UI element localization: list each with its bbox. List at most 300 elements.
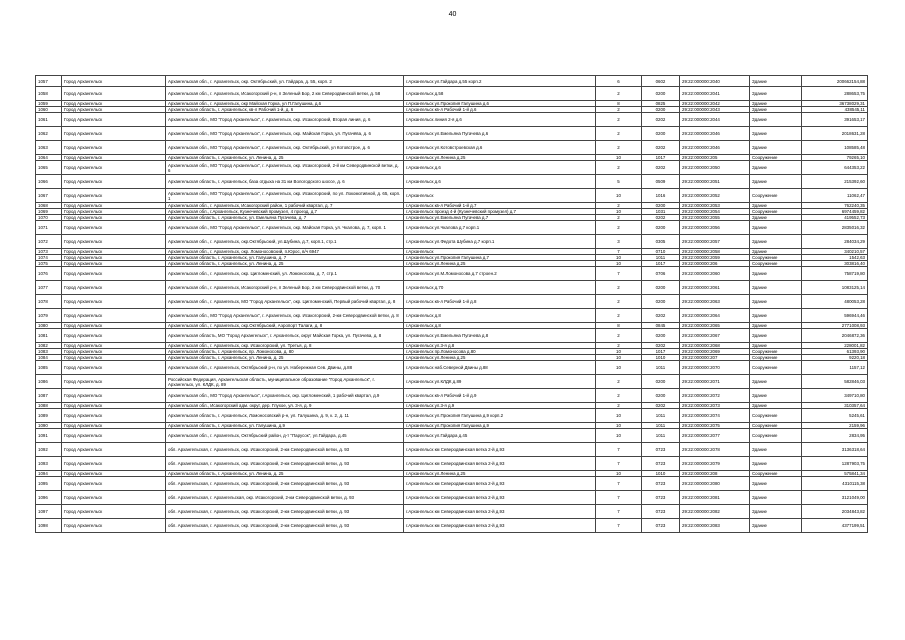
short-address-cell: г.Архангельск км Северодвинская ветка 2-й д.93 bbox=[404, 477, 596, 491]
municipality-cell: Город Архангельск bbox=[62, 161, 166, 175]
type-code-cell: 0710 bbox=[642, 249, 680, 255]
cadastral-number-cell: 29:22:000000:2060 bbox=[680, 267, 750, 281]
municipality-cell: Город Архангельск bbox=[62, 235, 166, 249]
object-type-cell: Сооружение bbox=[750, 409, 802, 423]
table-row bbox=[36, 491, 868, 505]
type-code-cell: 0202 bbox=[642, 309, 680, 323]
cadastral-value-cell: 2835016,32 bbox=[802, 221, 868, 235]
object-type-cell: Сооружение bbox=[750, 255, 802, 261]
short-address-cell: г.Архангельск наб.Северной Двины д.88 bbox=[404, 361, 596, 375]
municipality-cell: Город Архангельск bbox=[62, 155, 166, 161]
table-row bbox=[36, 389, 868, 403]
type-code-cell: 1011 bbox=[642, 423, 680, 429]
floors-cell: 10 bbox=[596, 361, 642, 375]
full-address-cell: обл. Архангельская, г. Архангельск, окр. Исакогорский, 2-км Северодвинской ветки, д. 93 bbox=[166, 505, 404, 519]
cadastral-value-cell: 2018631,28 bbox=[802, 127, 868, 141]
type-code-cell: 1010 bbox=[642, 471, 680, 477]
type-code-cell: 1017 bbox=[642, 261, 680, 267]
floors-cell: 3 bbox=[596, 235, 642, 249]
table-row bbox=[36, 409, 868, 423]
row-number-cell: 1076 bbox=[36, 267, 62, 281]
table-row bbox=[36, 443, 868, 457]
floors-cell: 7 bbox=[596, 249, 642, 255]
cadastral-value-cell: 2159,96 bbox=[802, 423, 868, 429]
municipality-cell: Город Архангельск bbox=[62, 249, 166, 255]
floors-cell: 10 bbox=[596, 189, 642, 203]
cadastral-value-cell: 1287903,75 bbox=[802, 457, 868, 471]
floors-cell: 10 bbox=[596, 155, 642, 161]
floors-cell: 7 bbox=[596, 505, 642, 519]
row-number-cell: 1065 bbox=[36, 161, 62, 175]
cadastral-value-cell: 438545,11 bbox=[802, 107, 868, 113]
cadastral-value-cell: 200662154,88 bbox=[802, 76, 868, 87]
object-type-cell: Здание bbox=[750, 87, 802, 101]
cadastral-number-cell: 29:22:000000:2041 bbox=[680, 87, 750, 101]
cadastral-value-cell: 1083125,14 bbox=[802, 281, 868, 295]
short-address-cell: г.Архангельск д.6 bbox=[404, 175, 596, 189]
object-type-cell: Здание bbox=[750, 477, 802, 491]
cadastral-number-cell: 29:22:000000:2075 bbox=[680, 423, 750, 429]
table-row bbox=[36, 295, 868, 309]
property-registry-table bbox=[35, 75, 868, 533]
object-type-cell: Здание bbox=[750, 343, 802, 349]
full-address-cell: обл. Архангельская, г. Архангельск, окр. Исакогорский, 2-км Северодвинской ветки, д. 93 bbox=[166, 477, 404, 491]
short-address-cell: г.Архангельск ул.Ленина д.25 bbox=[404, 155, 596, 161]
full-address-cell: Архангельская обл., г. Архангельск, Октябрьский р-н, по ул. Набережная Сев. Двины, д.88 bbox=[166, 361, 404, 375]
row-number-cell: 1088 bbox=[36, 403, 62, 409]
cadastral-number-cell: 29:22:000000:2070 bbox=[680, 361, 750, 375]
full-address-cell: Архангельская обл., г. Архангельск, Исакогорский р-н, п Зеленый Бор, 2 км Северодвинской ветки, д. 58 bbox=[166, 87, 404, 101]
cadastral-number-cell: 29:22:000000:2046 bbox=[680, 127, 750, 141]
cadastral-number-cell: 29:22:000000:2042 bbox=[680, 101, 750, 107]
cadastral-value-cell: 391653,17 bbox=[802, 113, 868, 127]
floors-cell: 10 bbox=[596, 355, 642, 361]
row-number-cell: 1085 bbox=[36, 361, 62, 375]
object-type-cell: Здание bbox=[750, 161, 802, 175]
row-number-cell: 1094 bbox=[36, 471, 62, 477]
cadastral-number-cell: 29:22:000000:2063 bbox=[680, 295, 750, 309]
floors-cell: 10 bbox=[596, 409, 642, 423]
municipality-cell: Город Архангельск bbox=[62, 375, 166, 389]
municipality-cell: Город Архангельск bbox=[62, 221, 166, 235]
table-row bbox=[36, 189, 868, 203]
cadastral-number-cell: 29:22:000000:2057 bbox=[680, 235, 750, 249]
cadastral-value-cell: 4377199,51 bbox=[802, 519, 868, 533]
short-address-cell: г.Архангельск км Северодвинская ветка 2-й д.93 bbox=[404, 491, 596, 505]
short-address-cell: г.Архангельск ул.Котовстроевская д.6 bbox=[404, 141, 596, 155]
cadastral-value-cell: 36738029,31 bbox=[802, 101, 868, 107]
cadastral-number-cell: 29:22:000000:2068 bbox=[680, 343, 750, 349]
short-address-cell: г.Архангельск кв-л Рабочий 1-й д.7 bbox=[404, 203, 596, 209]
row-number-cell: 1091 bbox=[36, 429, 62, 443]
cadastral-value-cell: 480053,28 bbox=[802, 295, 868, 309]
full-address-cell: Архангельская область, г. Архангельск, ул. Ленина, д. 25 bbox=[166, 471, 404, 477]
full-address-cell: Архангельская обл., МО "Город Архангельск", г. Архангельск, окр. Исакогорский, 2-км Северодвинской ветки, д. 8 bbox=[166, 309, 404, 323]
short-address-cell: г.Архангельск кв-л Рабочий 1-й д.6 bbox=[404, 107, 596, 113]
floors-cell: 2 bbox=[596, 87, 642, 101]
municipality-cell: Город Архангельск bbox=[62, 361, 166, 375]
short-address-cell: г.Архангельск ул.Прокопия Галушина д.6 bbox=[404, 101, 596, 107]
cadastral-value-cell: 288653,75 bbox=[802, 87, 868, 101]
cadastral-value-cell: 6974459,82 bbox=[802, 209, 868, 215]
floors-cell: 2 bbox=[596, 141, 642, 155]
short-address-cell: г.Архангельск д.8 bbox=[404, 323, 596, 329]
type-code-cell: 0202 bbox=[642, 161, 680, 175]
cadastral-value-cell: 108585,48 bbox=[802, 141, 868, 155]
table-row bbox=[36, 87, 868, 101]
municipality-cell: Город Архангельск bbox=[62, 295, 166, 309]
short-address-cell: г.Архангельск ул.М.Ломоносова д.7 строен.2 bbox=[404, 267, 596, 281]
cadastral-number-cell: 29:22:000000:2082 bbox=[680, 505, 750, 519]
object-type-cell: Здание bbox=[750, 221, 802, 235]
cadastral-value-cell: 575841,34 bbox=[802, 471, 868, 477]
table-row bbox=[36, 457, 868, 471]
cadastral-number-cell: 29:22:000000:2046 bbox=[680, 141, 750, 155]
table-row bbox=[36, 221, 868, 235]
floors-cell: 2 bbox=[596, 215, 642, 221]
full-address-cell: Архангельская обл., МО "Город Архангельск", г. Архангельск, окр. Исакогорский, 2-й км Северодвинской ветки, д. 6 bbox=[166, 161, 404, 175]
row-number-cell: 1097 bbox=[36, 505, 62, 519]
municipality-cell: Город Архангельск bbox=[62, 267, 166, 281]
floors-cell: 2 bbox=[596, 309, 642, 323]
cadastral-value-cell: 215392,60 bbox=[802, 175, 868, 189]
object-type-cell: Здание bbox=[750, 329, 802, 343]
full-address-cell: Архангельская обл., МО "Город Архангельск", г. Архангельск, окр. Майская Горка, ул. Чкалова, д. 7, корп. 1 bbox=[166, 221, 404, 235]
type-code-cell: 0723 bbox=[642, 457, 680, 471]
short-address-cell: г.Архангельск д.8 bbox=[404, 309, 596, 323]
row-number-cell: 1082 bbox=[36, 343, 62, 349]
cadastral-number-cell: 29:22:000000:206 bbox=[680, 261, 750, 267]
cadastral-number-cell: 29:22:000000:2083 bbox=[680, 519, 750, 533]
table-row bbox=[36, 175, 868, 189]
municipality-cell: Город Архангельск bbox=[62, 189, 166, 203]
cadastral-number-cell: 29:22:000000:205 bbox=[680, 155, 750, 161]
floors-cell: 7 bbox=[596, 491, 642, 505]
row-number-cell: 1087 bbox=[36, 389, 62, 403]
short-address-cell: г.Архангельск д.58 bbox=[404, 87, 596, 101]
municipality-cell: Город Архангельск bbox=[62, 477, 166, 491]
cadastral-number-cell: 29:22:000000:207 bbox=[680, 355, 750, 361]
cadastral-number-cell: 29:22:000000:2044 bbox=[680, 113, 750, 127]
type-code-cell: 1017 bbox=[642, 155, 680, 161]
full-address-cell: Архангельская обл., г. Архангельск, окр. Цигломенский, ул. Ломоносова, д. 7, стр.1 bbox=[166, 267, 404, 281]
type-code-cell: 0200 bbox=[642, 389, 680, 403]
cadastral-value-cell: 5245,61 bbox=[802, 409, 868, 423]
object-type-cell: Здание bbox=[750, 101, 802, 107]
table-row bbox=[36, 161, 868, 175]
row-number-cell: 1084 bbox=[36, 355, 62, 361]
cadastral-number-cell: 29:22:000000:2054 bbox=[680, 209, 750, 215]
municipality-cell: Город Архангельск bbox=[62, 471, 166, 477]
municipality-cell: Город Архангельск bbox=[62, 215, 166, 221]
row-number-cell: 1071 bbox=[36, 221, 62, 235]
short-address-cell: г.Архангельск ул.3-я д.9 bbox=[404, 403, 596, 409]
row-number-cell: 1075 bbox=[36, 261, 62, 267]
table-row bbox=[36, 127, 868, 141]
short-address-cell: г.Архангельск ул.Ленина д.25 bbox=[404, 261, 596, 267]
cadastral-number-cell: 29:22:000000:2043 bbox=[680, 107, 750, 113]
type-code-cell: 1011 bbox=[642, 255, 680, 261]
cadastral-number-cell: 29:22:000000:2059 bbox=[680, 255, 750, 261]
table-row bbox=[36, 505, 868, 519]
type-code-cell: 0706 bbox=[642, 267, 680, 281]
municipality-cell: Город Архангельск bbox=[62, 423, 166, 429]
object-type-cell: Сооружение bbox=[750, 261, 802, 267]
object-type-cell: Здание bbox=[750, 127, 802, 141]
short-address-cell: г.Архангельск пр.Ломоносова д.80 bbox=[404, 349, 596, 355]
floors-cell: 10 bbox=[596, 423, 642, 429]
row-number-cell: 1072 bbox=[36, 235, 62, 249]
floors-cell: 2 bbox=[596, 343, 642, 349]
municipality-cell: Город Архангельск bbox=[62, 107, 166, 113]
type-code-cell: 0723 bbox=[642, 443, 680, 457]
row-number-cell: 1074 bbox=[36, 255, 62, 261]
floors-cell: 2 bbox=[596, 375, 642, 389]
table-row bbox=[36, 519, 868, 533]
cadastral-value-cell: 11062,47 bbox=[802, 189, 868, 203]
cadastral-value-cell: 303816,40 bbox=[802, 261, 868, 267]
type-code-cell: 1010 bbox=[642, 355, 680, 361]
page-number: 40 bbox=[448, 11, 457, 18]
cadastral-value-cell: 310357,64 bbox=[802, 403, 868, 409]
short-address-cell: г.Архангельск д.6 bbox=[404, 161, 596, 175]
municipality-cell: Город Архангельск bbox=[62, 443, 166, 457]
cadastral-value-cell: 4310115,38 bbox=[802, 477, 868, 491]
cadastral-number-cell: 29:22:000000:2079 bbox=[680, 457, 750, 471]
cadastral-value-cell: 419552,73 bbox=[802, 215, 868, 221]
row-number-cell: 1083 bbox=[36, 349, 62, 355]
municipality-cell: Город Архангельск bbox=[62, 505, 166, 519]
object-type-cell: Здание bbox=[750, 309, 802, 323]
floors-cell: 2 bbox=[596, 127, 642, 141]
short-address-cell: г.Архангельск ул.Гайдара д.45 bbox=[404, 429, 596, 443]
row-number-cell: 1081 bbox=[36, 329, 62, 343]
municipality-cell: Город Архангельск bbox=[62, 141, 166, 155]
object-type-cell: Здание bbox=[750, 389, 802, 403]
floors-cell: 10 bbox=[596, 261, 642, 267]
full-address-cell: Архангельская обл., г. Архангельск, Исакогорский район, 1 рабочий квартал, д. 7 bbox=[166, 203, 404, 209]
cadastral-value-cell: 644353,22 bbox=[802, 161, 868, 175]
municipality-cell: Город Архангельск bbox=[62, 457, 166, 471]
short-address-cell: г.Архангельск км Северодвинская ветка 2-й д.93 bbox=[404, 519, 596, 533]
row-number-cell: 1062 bbox=[36, 127, 62, 141]
full-address-cell: Архангельская обл., МО "Город Архангельск", г.Архангельск, окр. Цигломенский, 1 рабочий квартал, д.9 bbox=[166, 389, 404, 403]
short-address-cell: г.Архангельск ул.Емельяна Пугачева д.8 bbox=[404, 329, 596, 343]
object-type-cell: Здание bbox=[750, 457, 802, 471]
object-type-cell: Здание bbox=[750, 215, 802, 221]
short-address-cell: г.Архангельск кв-л Рабочий 1-й д.8 bbox=[404, 295, 596, 309]
municipality-cell: Город Архангельск bbox=[62, 429, 166, 443]
cadastral-number-cell: 29:22:000000:208 bbox=[680, 471, 750, 477]
full-address-cell: Архангельская обл., г. Архангельск, окр. Октябрьский, ул. Гайдара, д. 55, корп. 2 bbox=[166, 76, 404, 87]
object-type-cell: Сооружение bbox=[750, 429, 802, 443]
floors-cell: 6 bbox=[596, 76, 642, 87]
object-type-cell: Здание bbox=[750, 505, 802, 519]
short-address-cell: г.Архангельск проезд 4-й (Кузнечевский промузел) д.7 bbox=[404, 209, 596, 215]
object-type-cell: Сооружение bbox=[750, 471, 802, 477]
short-address-cell: г.Архангельск ул.Прокопия Галушина д.9 корп.2 bbox=[404, 409, 596, 423]
municipality-cell: Город Архангельск bbox=[62, 519, 166, 533]
object-type-cell: Здание bbox=[750, 249, 802, 255]
cadastral-number-cell: 29:22:000000:2053 bbox=[680, 203, 750, 209]
cadastral-value-cell: 596944,46 bbox=[802, 309, 868, 323]
floors-cell: 7 bbox=[596, 477, 642, 491]
type-code-cell: 0723 bbox=[642, 519, 680, 533]
floors-cell: 10 bbox=[596, 349, 642, 355]
floors-cell: 10 bbox=[596, 209, 642, 215]
floors-cell: 2 bbox=[596, 221, 642, 235]
municipality-cell: Город Архангельск bbox=[62, 329, 166, 343]
cadastral-number-cell: 29:22:000000:2073 bbox=[680, 403, 750, 409]
floors-cell: 2 bbox=[596, 389, 642, 403]
row-number-cell: 1086 bbox=[36, 375, 62, 389]
cadastral-value-cell: 2771008,93 bbox=[802, 323, 868, 329]
municipality-cell: Город Архангельск bbox=[62, 309, 166, 323]
floors-cell: 7 bbox=[596, 519, 642, 533]
short-address-cell: г.Архангельск ул.Прокопия Галушина д.7 bbox=[404, 255, 596, 261]
object-type-cell: Здание bbox=[750, 235, 802, 249]
floors-cell: 2 bbox=[596, 107, 642, 113]
cadastral-value-cell: 9220,18 bbox=[802, 355, 868, 361]
object-type-cell: Сооружение bbox=[750, 189, 802, 203]
type-code-cell: 0200 bbox=[642, 203, 680, 209]
short-address-cell: г.Архангельск ул.3-я д.8 bbox=[404, 343, 596, 349]
type-code-cell: 1011 bbox=[642, 429, 680, 443]
full-address-cell: Российская Федерация, Архангельская область, муниципальное образование "Город Архангельск", г. Архангельск, ул. КЛДК, д. 89 bbox=[166, 375, 404, 389]
municipality-cell: Город Архангельск bbox=[62, 87, 166, 101]
type-code-cell: 0723 bbox=[642, 477, 680, 491]
object-type-cell: Здание bbox=[750, 323, 802, 329]
full-address-cell: Архангельская область, г. Архангельск, ул. Ленина, д. 25 bbox=[166, 155, 404, 161]
object-type-cell: Здание bbox=[750, 295, 802, 309]
object-type-cell: Здание bbox=[750, 519, 802, 533]
row-number-cell: 1073 bbox=[36, 249, 62, 255]
full-address-cell: Архангельская область, г. Архангельск, кв-л Рабочий 1-й, д. 6 bbox=[166, 107, 404, 113]
floors-cell: 10 bbox=[596, 471, 642, 477]
municipality-cell: Город Архангельск bbox=[62, 343, 166, 349]
municipality-cell: Город Архангельск bbox=[62, 491, 166, 505]
short-address-cell: г.Архангельск км Северодвинская ветка 2-й д.93 bbox=[404, 443, 596, 457]
cadastral-value-cell: 2046872,36 bbox=[802, 329, 868, 343]
type-code-cell: 1017 bbox=[642, 349, 680, 355]
object-type-cell: Сооружение bbox=[750, 349, 802, 355]
floors-cell: 7 bbox=[596, 267, 642, 281]
type-code-cell: 1016 bbox=[642, 189, 680, 203]
municipality-cell: Город Архангельск bbox=[62, 255, 166, 261]
row-number-cell: 1066 bbox=[36, 175, 62, 189]
object-type-cell: Здание bbox=[750, 491, 802, 505]
municipality-cell: Город Архангельск bbox=[62, 409, 166, 423]
object-type-cell: Здание bbox=[750, 113, 802, 127]
object-type-cell: Сооружение bbox=[750, 423, 802, 429]
type-code-cell: 0200 bbox=[642, 329, 680, 343]
full-address-cell: Архангельская обл., МО "Город Архангельск", г. Архангельск, окр. Майская Горка, ул. Пугачёва, д. 6 bbox=[166, 127, 404, 141]
cadastral-value-cell: 79265,10 bbox=[802, 155, 868, 161]
object-type-cell: Здание bbox=[750, 281, 802, 295]
row-number-cell: 1096 bbox=[36, 491, 62, 505]
full-address-cell: Архангельская область, г. Архангельск, ул. Галушина, д. 7 bbox=[166, 255, 404, 261]
cadastral-number-cell: 29:22:000000:2050 bbox=[680, 161, 750, 175]
municipality-cell: Город Архангельск bbox=[62, 113, 166, 127]
row-number-cell: 1089 bbox=[36, 409, 62, 423]
cadastral-number-cell: 29:22:000000:2052 bbox=[680, 189, 750, 203]
table-row bbox=[36, 76, 868, 87]
row-number-cell: 1090 bbox=[36, 423, 62, 429]
full-address-cell: Архангельская обл., г.Архангельск, Кузнечевский промузел, 4 проезд, д.7 bbox=[166, 209, 404, 215]
cadastral-value-cell: 762240,35 bbox=[802, 203, 868, 209]
municipality-cell: Город Архангельск bbox=[62, 323, 166, 329]
object-type-cell: Здание bbox=[750, 107, 802, 113]
row-number-cell: 1057 bbox=[36, 76, 62, 87]
short-address-cell: г.Архангельск ул.Ленина д.25 bbox=[404, 471, 596, 477]
short-address-cell: г.Архангельск ул.Чкалова д.7 корп.1 bbox=[404, 221, 596, 235]
cadastral-number-cell: 29:22:000000:2074 bbox=[680, 409, 750, 423]
cadastral-value-cell: 1542,63 bbox=[802, 255, 868, 261]
short-address-cell: г.Архангельск ул.Прокопия Галушина д.9 bbox=[404, 423, 596, 429]
cadastral-value-cell: 1157,12 bbox=[802, 361, 868, 375]
cadastral-number-cell: 29:22:000000:2081 bbox=[680, 491, 750, 505]
cadastral-value-cell: 758719,80 bbox=[802, 267, 868, 281]
table-body bbox=[36, 76, 868, 533]
municipality-cell: Город Архангельск bbox=[62, 403, 166, 409]
row-number-cell: 1067 bbox=[36, 189, 62, 203]
full-address-cell: Архангельская область, г. Архангельск, Ломоносовский р-н, ул. Галушина, д. 9, к. 2, д. 11 bbox=[166, 409, 404, 423]
floors-cell: 2 bbox=[596, 113, 642, 127]
short-address-cell: г.Архангельск км Северодвинская ветка 2-й д.93 bbox=[404, 505, 596, 519]
table-row bbox=[36, 281, 868, 295]
cadastral-number-cell: 29:22:000000:2056 bbox=[680, 221, 750, 235]
table-row bbox=[36, 429, 868, 443]
cadastral-value-cell: 2034843,82 bbox=[802, 505, 868, 519]
short-address-cell: г.Архангельск км Северодвинская ветка 2-й д.93 bbox=[404, 457, 596, 471]
cadastral-number-cell: 29:22:000000:2078 bbox=[680, 443, 750, 457]
municipality-cell: Город Архангельск bbox=[62, 127, 166, 141]
object-type-cell: Сооружение bbox=[750, 155, 802, 161]
cadastral-value-cell: 61393,90 bbox=[802, 349, 868, 355]
type-code-cell: 0845 bbox=[642, 323, 680, 329]
type-code-cell: 0202 bbox=[642, 113, 680, 127]
cadastral-number-cell: 29:22:000000:2064 bbox=[680, 309, 750, 323]
full-address-cell: Архангельская обл., г. Архангельск, Исакогорский р-н, п Зеленый Бор, 2 км Северодвинской ветки, д. 70 bbox=[166, 281, 404, 295]
table-row bbox=[36, 329, 868, 343]
floors-cell: 7 bbox=[596, 457, 642, 471]
short-address-cell: г.Архангельск bbox=[404, 249, 596, 255]
floors-cell: 5 bbox=[596, 175, 642, 189]
cadastral-number-cell: 29:22:000000:2065 bbox=[680, 323, 750, 329]
type-code-cell: 0202 bbox=[642, 215, 680, 221]
table-row bbox=[36, 375, 868, 389]
cadastral-number-cell: 29:22:000000:2058 bbox=[680, 249, 750, 255]
object-type-cell: Сооружение bbox=[750, 355, 802, 361]
type-code-cell: 0200 bbox=[642, 87, 680, 101]
full-address-cell: обл. Архангельская, г. Архангельск, окр. Исакогорский, 2-км Северодвинской ветки, д. 93 bbox=[166, 457, 404, 471]
cadastral-number-cell: 29:22:000000:2069 bbox=[680, 349, 750, 355]
type-code-cell: 0200 bbox=[642, 375, 680, 389]
short-address-cell: г.Архангельск линия 2-я д.6 bbox=[404, 113, 596, 127]
full-address-cell: Архангельская обл., г. Архангельск, окр. Ломоносовский, п.Юрос, в/ч 6947 bbox=[166, 249, 404, 255]
row-number-cell: 1079 bbox=[36, 309, 62, 323]
row-number-cell: 1068 bbox=[36, 203, 62, 209]
floors-cell: 2 bbox=[596, 403, 642, 409]
municipality-cell: Город Архангельск bbox=[62, 209, 166, 215]
cadastral-value-cell: 228001,82 bbox=[802, 343, 868, 349]
floors-cell: 8 bbox=[596, 323, 642, 329]
cadastral-number-cell: 29:22:000000:2067 bbox=[680, 329, 750, 343]
row-number-cell: 1092 bbox=[36, 443, 62, 457]
row-number-cell: 1095 bbox=[36, 477, 62, 491]
full-address-cell: Архангельская обл., МО "Город Архангельск", г. Архангельск, окр. Октябрьский, ул Котовстрое, д. 6 bbox=[166, 141, 404, 155]
cadastral-number-cell: 29:22:000000:2051 bbox=[680, 175, 750, 189]
